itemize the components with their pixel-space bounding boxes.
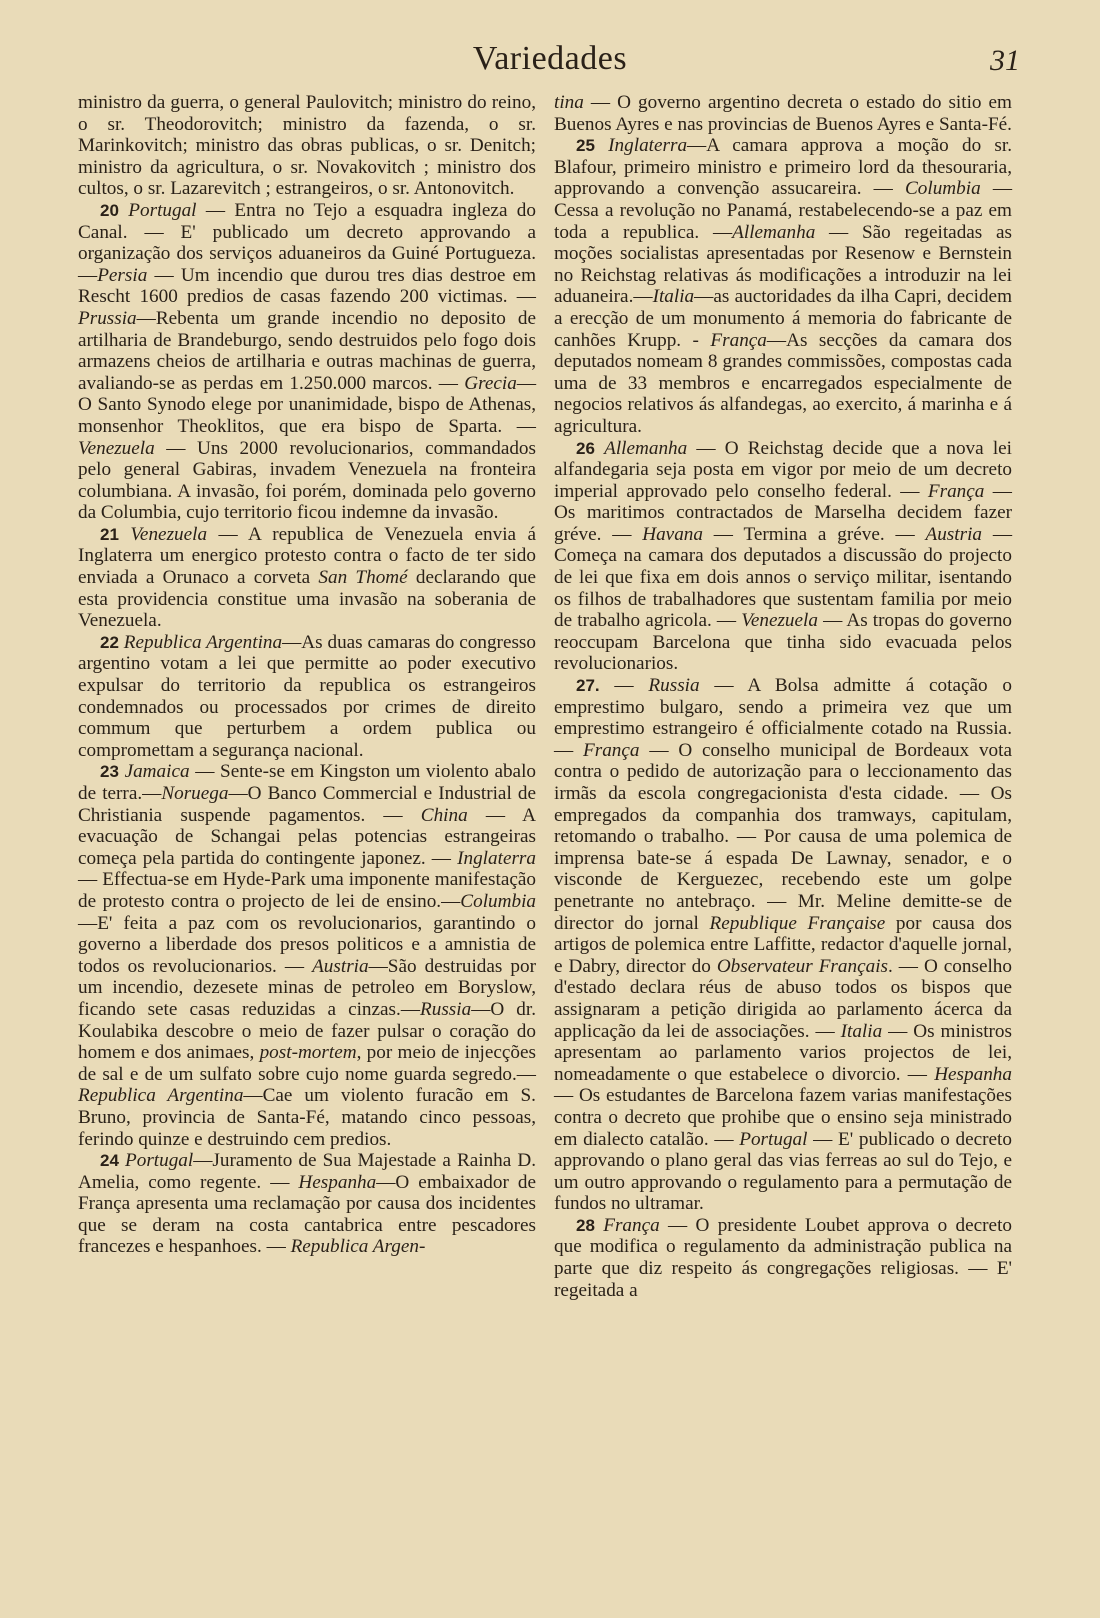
entry-text: por causa dos artigos de polemica entre Laffitte, redactor d'aquelle jornal, e Dabry, director do <box>554 912 1013 977</box>
entry-text: — Começa na camara dos deputados a discussão do projecto de lei que fixa em dois annos o serviço militar, isentando os filhos de trabalhadores que sustentam familia por meio de trabalho agricola. — <box>554 523 1013 632</box>
entry-text: . — O conselho d'estado declara réus de abuso todos os bispos que assignaram a petição dirigida ao parlamento ácerca da applicação da lei de associações. — <box>554 955 1012 1042</box>
right-column <box>554 92 1012 1301</box>
place-name: Russia <box>420 998 472 1020</box>
entry-day-number: 22 <box>100 632 119 652</box>
chronicle-continuation <box>554 92 1012 135</box>
entry-text <box>595 135 608 156</box>
entry-text: —Juramento de Sua Majestade a Rainha D. Amelia, como regente. — <box>78 1150 537 1193</box>
entry-text: — As tropas do governo reoccupam Barcelona que tinha sido evacuada pelos revolucionarios. <box>554 610 1013 675</box>
place-name: Italia <box>840 1020 883 1042</box>
entry-text: — O presidente Loubet approva o decreto que modifica o regulamento da administração publica na parte que diz respeito ás congregações religiosas. — E' regeitada a <box>554 1214 1012 1301</box>
place-name: Republica Argen- <box>290 1236 426 1258</box>
entry-text: — São regeitadas as moções socialistas apresentadas por Resenow e Bernstein no Reichstag relativas ás modificações a introduzir na lei aduaneira.— <box>554 221 1012 308</box>
place-name: Hespanha <box>298 1171 377 1193</box>
entry-text: — Termina a gréve. — <box>702 523 926 545</box>
chronicle-entry <box>78 1150 536 1258</box>
entry-text: —O Banco Commercial e Industrial de Christiania suspende pagamentos. — <box>78 783 536 826</box>
place-name: Republica Argentina <box>78 1085 244 1107</box>
place-name: Observateur Français <box>716 955 888 977</box>
place-name: China <box>420 804 468 826</box>
place-name: Havana <box>642 523 703 545</box>
entry-text: — E' publicado o decreto approvando o plano geral das vias ferreas ao sul do Tejo, e um outro approvando o regulamento para a permutação de fundos no ultramar. <box>554 1128 1012 1215</box>
place-name: Portugal <box>739 1128 808 1150</box>
entry-text: — Cessa a revolução no Panamá, restabelecendo-se a paz em toda a republica. — <box>554 178 1013 243</box>
entry-text <box>119 200 128 221</box>
place-name: San Thomé <box>318 567 408 589</box>
entry-text: —as auctoridades da ilha Capri, decidem a erecção de um monumento á memoria do fabricante de canhões Krupp. - <box>554 286 1012 351</box>
entry-text <box>595 438 604 459</box>
place-name: tina <box>554 92 584 113</box>
place-name: França <box>603 1214 660 1236</box>
entry-text: — O Reichstag decide que a nova lei alfandegaria seja posta em vigor por meio de um decreto imperial approvado pelo conselho federal. — <box>554 437 1012 502</box>
entry-text: — Entra no Tejo a esquadra ingleza do Canal. — E' publicado um decreto approvando a organização dos serviços aduaneiros da Guiné Portugueza.— <box>78 199 536 286</box>
place-name: França <box>583 739 640 761</box>
entry-day-number: 25 <box>576 136 595 156</box>
page-title: Variedades <box>472 40 628 77</box>
place-name: Columbia <box>460 890 536 912</box>
place-name: Portugal <box>128 199 197 221</box>
entry-text: — Uns 2000 revolucionarios, commandados pelo general Gabiras, invadem Venezuela na fronteira columbiana. A invasão, foi porém, dominada pelo governo da Columbia, cujo territorio ficou indemne da invasão. <box>78 437 536 524</box>
left-column <box>78 92 536 1258</box>
entry-text: — O conselho municipal de Bordeaux vota contra o pedido de autorização para o leccionamento das irmãs da escola congregacionista d'esta cidade. — Os empregados da companhia dos tramways, capitulam, retomando o trabalho. — Por causa de uma polemica de imprensa bate-se á espada De Lawnay, senador, e o visconde de Kerguezec, recebendo este um golpe penetrante no antebraço. — Mr. Meline demitte-se de director do jornal <box>554 739 1012 934</box>
entry-text: — A evacuação de Schangai pelas potencias estrangeiras começa pela partida do contingente japonez. — <box>78 804 536 869</box>
entry-text: —As duas camaras do congresso argentino votam a lei que permitte ao poder executivo expulsar do territorio da republica os estrangeiros condemnados ou processados por crimes de direito commum que perturbem a ordem publica ou compromettam a segurança nacional. <box>78 631 536 761</box>
place-name: Russia <box>648 675 700 697</box>
entry-text: — A Bolsa admitte á cotação o emprestimo bulgaro, sendo a primeira vez que um emprestimo estrangeiro é officialmente cotado na Russia. — <box>554 675 1013 761</box>
place-name: França <box>927 480 985 502</box>
entry-text: — Os maritimos contractados de Marselha decidem fazer gréve. — <box>554 480 1012 545</box>
place-name: Inglaterra <box>608 135 688 157</box>
page-number: 31 <box>990 44 1020 77</box>
entry-text: — A republica de Venezuela envia á Inglaterra um energico protesto contra o facto de ter sido enviada a Orunaco a corveta <box>78 523 536 589</box>
chronicle-entry <box>78 761 536 1150</box>
entry-text: —São destruidas por um incendio, dezesete minas de petroleo em Boryslow, ficando sete casas reduzidas a cinzas.— <box>78 955 536 1020</box>
chronicle-continuation <box>78 92 536 200</box>
place-name: Venezuela <box>130 523 208 545</box>
entry-text: , por meio de injecções de sal e de um sulfato sobre cujo nome guarda segredo.— <box>78 1042 536 1085</box>
place-name: Grecia <box>464 372 517 394</box>
entry-text: ministro da guerra, o general Paulovitch; ministro do reino, o sr. Theodorovitch; ministro da fazenda, o sr. Marinkovitch; ministro das obras publicas, o sr. Denitch; ministro da agricultura, o sr. Novakovitch ; ministro dos cultos, o sr. Lazarevitch ; estrangeiros, o sr. Antonovitch. <box>78 92 536 200</box>
entry-day-number: 27. <box>576 676 600 696</box>
chronicle-entry <box>78 632 536 762</box>
place-name: Allemanha <box>604 437 688 459</box>
place-name: Portugal <box>125 1150 194 1172</box>
entry-text: —As secções da camara dos deputados nomeam 8 grandes commissões, compostas cada uma de 33 membros e encarregados especialmente de negocios relativos ás alfandegas, ao exercito, á marinha e á agricultura. <box>554 329 1013 437</box>
place-name: Austria <box>925 523 982 545</box>
place-name: Inglaterra <box>457 847 536 869</box>
entry-day-number: 26 <box>576 438 595 458</box>
entry-text: —Rebenta um grande incendio no deposito de artilharia de Brandeburgo, sendo destruidos pelo fogo dois armazens cheios de artilharia e outras machinas de guerra, avaliando-se as perdas em 1.250.000 marcos. — <box>78 307 536 394</box>
entry-day-number: 23 <box>100 762 119 782</box>
chronicle-entry <box>554 135 1012 437</box>
place-name: Noruega <box>161 783 229 804</box>
chronicle-entry <box>78 524 536 632</box>
entry-text: — Os ministros apresentam ao parlamento varios projectos de lei, nomeadamente o que estabelece o divorcio. — <box>554 1020 1012 1085</box>
chronicle-entry <box>78 200 536 524</box>
place-name: Venezuela <box>78 437 155 459</box>
entry-text: — Effectua-se em Hyde-Park uma imponente manifestação de protesto contra o projecto de lei de ensino.— <box>78 869 536 912</box>
place-name: post-mortem <box>259 1042 357 1064</box>
place-name: Republica Argentina <box>123 631 283 653</box>
chronicle-entry <box>554 1215 1012 1301</box>
place-name: Columbia <box>904 178 981 200</box>
place-name: Prussia <box>78 307 137 329</box>
chronicle-entry <box>554 438 1012 676</box>
chronicle-entry <box>554 675 1012 1215</box>
place-name: Republique Française <box>709 912 886 934</box>
entry-text: —O dr. Koulabika descobre o meio de fazer pulsar o coração do homem e dos animaes, <box>78 998 537 1064</box>
entry-day-number: 28 <box>576 1215 595 1235</box>
place-name: Venezuela <box>741 610 818 632</box>
entry-day-number: 24 <box>100 1151 119 1171</box>
entry-text: — Um incendio que durou tres dias destroe em Rescht 1600 predios de casas fazendo 200 victimas. — <box>78 264 536 308</box>
entry-text: —O embaixador de França apresenta uma reclamação por causa dos incidentes que se deram na costa cantabrica entre pescadores francezes e hespanhoes. — <box>78 1171 536 1258</box>
entry-text: declarando que esta providencia constitue uma invasão na soberania de Venezuela. <box>78 567 536 632</box>
entry-text: — <box>599 675 649 697</box>
entry-text <box>119 524 130 545</box>
place-name: França <box>710 329 767 351</box>
place-name: Allemanha <box>732 221 816 243</box>
entry-text <box>595 1215 603 1236</box>
entry-day-number: 20 <box>100 200 119 220</box>
place-name: Persia <box>97 264 148 286</box>
entry-text: — Sente-se em Kingston um violento abalo de terra.— <box>78 761 536 804</box>
place-name: Jamaica <box>124 761 190 783</box>
place-name: Italia <box>652 286 695 308</box>
entry-text: —E' feita a paz com os revolucionarios, garantindo o governo a liberdade dos presos politicos e a amnistia de todos os revolucionarios. — <box>78 912 536 977</box>
entry-text: — Os estudantes de Barcelona fazem varias manifestações contra o decreto que prohibe que o ensino seja ministrado em dialecto catalão. — <box>554 1085 1012 1150</box>
entry-text: —O Santo Synodo elege por unanimidade, bispo de Athenas, monsenhor Theoklitos, que era bispo de Sparta. — <box>78 372 536 437</box>
entry-text: —A camara approva a moção do sr. Blafour, primeiro ministro e primeiro lord da thesouraria, approvando a convenção assucareira. — <box>554 135 1013 200</box>
place-name: Austria <box>312 955 369 977</box>
entry-text: —Cae um violento furacão em S. Bruno, provincia de Santa-Fé, matando cinco pessoas, ferindo quinze e destruindo cem predios. <box>78 1085 536 1150</box>
entry-day-number: 21 <box>100 524 119 544</box>
place-name: Hespanha <box>934 1063 1012 1085</box>
entry-text: — O governo argentino decreta o estado do sitio em Buenos Ayres e nas provincias de Buenos Ayres e Santa-Fé. <box>554 92 1012 135</box>
